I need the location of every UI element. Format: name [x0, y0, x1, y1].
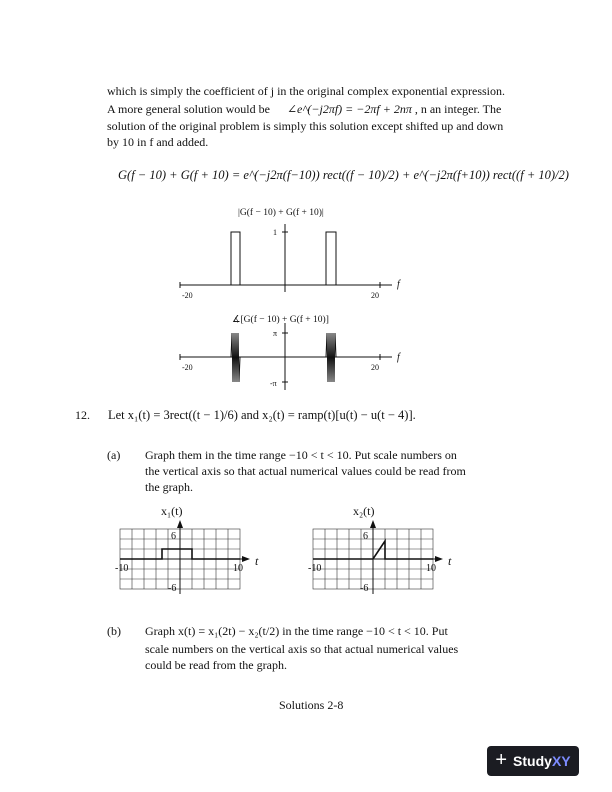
part-a-label: (a) [107, 448, 121, 462]
intro-line-4: by 10 in f and added. [107, 135, 209, 149]
phase-xaxis-label: f [397, 352, 400, 363]
part-a-line-2: the vertical axis so that actual numerical values could be read from [145, 464, 466, 478]
phase-xtick-right: 20 [371, 363, 379, 372]
graph-x1-xtick-right: 10 [233, 563, 243, 574]
intro-line-3: solution of the original problem is simply this solution except shifted up and down [107, 119, 504, 133]
problem-number: 12. [75, 408, 90, 422]
graph-x1-ytick-bottom: -6 [168, 583, 177, 594]
magnitude-xaxis-label: f [397, 279, 400, 290]
brand-name: StudyXY [513, 753, 571, 769]
inline-phase-equation: ∠e^(−j2πf) = −2πf + 2nπ [286, 102, 412, 116]
graph-x2-xtick-right: 10 [426, 563, 436, 574]
part-a-line-3: the graph. [145, 480, 193, 494]
graph-x1-ytick-top: 6 [171, 531, 176, 542]
phase-plot-title: ∡[G(f − 10) + G(f + 10)] [232, 315, 329, 325]
part-b-line-3: could be read from the graph. [145, 658, 287, 672]
plus-icon: + [495, 749, 508, 771]
problem-statement: Let x₁(t) = 3rect((t − 1)/6) and x₂(t) = ramp(t)[u(t) − u(t − 4)]. [108, 408, 416, 422]
graph-x2-title: x₂(t) [353, 504, 375, 518]
phase-ytick-bottom: -π [270, 379, 277, 388]
magnitude-xtick-left: -20 [182, 291, 193, 300]
graph-x2-ytick-bottom: -6 [360, 583, 369, 594]
intro-line-1: which is simply the coefficient of j in the original complex exponential expression. [107, 84, 506, 98]
graph-x1-title: x₁(t) [161, 504, 183, 518]
page-footer: Solutions 2-8 [279, 698, 344, 712]
graph-x1-xtick-left: -10 [115, 563, 129, 574]
graph-x2-ytick-top: 6 [363, 531, 368, 542]
intro-line-2b: , n an integer. The [414, 102, 502, 116]
graph-x2-xaxis-label: t [448, 554, 452, 568]
intro-line-2a: A more general solution would be [107, 102, 270, 116]
magnitude-xtick-right: 20 [371, 291, 379, 300]
phase-ytick-top: π [273, 329, 278, 338]
intro-line-2 [107, 101, 537, 117]
main-equation: G(f − 10) + G(f + 10) = e^(−j2π(f−10)) rect((f − 10)/2) + e^(−j2π(f+10)) rect((f + 10)/2) [118, 168, 569, 182]
graph-x1-xaxis-label: t [255, 554, 259, 568]
part-b-line-1: Graph x(t) = x₁(2t) − x₂(t/2) in the time range −10 < t < 10. Put [145, 624, 448, 638]
part-b-line-2: scale numbers on the vertical axis so that actual numerical values [145, 642, 459, 656]
part-b-label: (b) [107, 624, 121, 638]
phase-xtick-left: -20 [182, 363, 193, 372]
graph-x2-xtick-left: -10 [308, 563, 322, 574]
studyxy-badge[interactable] [487, 746, 579, 776]
magnitude-ytick: 1 [273, 228, 277, 237]
part-a-line-1: Graph them in the time range −10 < t < 10. Put scale numbers on [145, 448, 457, 462]
magnitude-plot-title: |G(f − 10) + G(f + 10)| [238, 208, 324, 218]
